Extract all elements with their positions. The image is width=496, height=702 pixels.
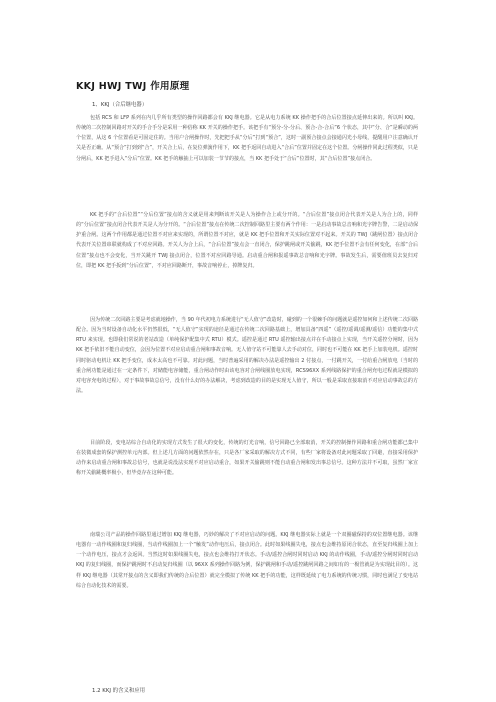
- paragraph-position-mismatch: KK 把手的“合后位置”“分后位置”接点的含义就是用来判断该开关是人为操作合上或分开的。“合后位置”接点闭合代表开关是人为合上的，同样的“分后位置”接点闭合代表开关是人为分开的。“合后位置”接点在传统二次控制回路里主要有两个作用：一是启动事故总音响和光字牌告警，二是启动保护重合闸。这两个作用都是通过位置不对应来实现的，所谓位置不对应，就是 KK 把手位置和开关实际位置对不起来。开关的 TWJ（跳闸位置）接点闭合代表开关位置串联就构成了不对应回路。开关人为合上后，“合后位置”接点会一直闭合，保护跳闸或开关偷跳，KK 把手位置不会有任何变化，在部“合后位置”接点也不会变化，当开关跳开 TWJ 接点闭合，位置不对应回路导通。启动重合闸和报遥事故总音响和光字牌。事故发生后，需要值班员去复归对位，即把 KK 把手扳到“分后位置”，不对应回路断开，事故音响停止，掉牌复归。: [76, 212, 418, 269]
- paragraph-kkj-summary: [76, 622, 418, 684]
- document-title: KKJ HWJ TWJ 作用原理: [76, 81, 190, 92]
- paragraph-current-stage: 目前阶段，变电站综合自动化的实现方式发生了很大的变化，传统的灯光音响，信号回路已全部取消，开关的控制操作回路和重合闸功能都已集中在装微成套的保护测控单元内部。但上述几方面的问题依然存在，只是各厂家采取的解决方式不同，有些厂家将设备对此问题采取了回避，直接采用保护动作来启动重合闸和事故总信号，也就是说没法实现不对应启动重合，如果开关偷跳则不能自动重合闸和发出事总信号。这种方法并不可取，虽然厂家宣称开关偷跳概率极小，但毕竟存在这种可能。: [76, 440, 418, 477]
- paragraph-nari-kkj-relay: 南瑞公司产品的操作回路里通过增加 KKJ 继电器，巧妙的解决了不对应启动的问题。KKJ 继电器实际上就是一个双圈磁保持的双位置继电器。该继电器有一动作线圈和复归线圈，当动作线圈加上一个“触发”动作电压后，接点闭合。此时如果线圈失电，接点也会维持原闭合状态，直至复归线圈上加上一个动作电压，接点才会返回。当然这时如果线圈失电，接点也会维持打开状态。手动/遥控合闸时同时启动 KKJ 的动作线圈，手动/遥控分闸时同时启动 KKJ 的复归线圈，而保护跳闸时不启动复归线圈（以 96XX 系列操作回路为例，保护跳闸和手动/遥控跳闸回路之间如有的一极管就是为实现此目的）。这样 KKJ 继电器（其常开接点的含义即我们传统的合后位置）就完全模拟了传统 KK 把手的功能，这样既延续了电力系统的传统习惯，同时也满足了变电站综合自动化技术的需要。: [76, 532, 418, 589]
- section-heading-kkj: 1、KKJ（合后继电器）: [92, 102, 148, 108]
- paragraph-kk-handle: 包括 RCS 和 LFP 系列在内几乎所有类型的操作回路都会有 KKJ 继电器。它是从电力系统 KK 操作把手的合后位置接点延伸出来的。所以叫 KKJ。传统的二次控制回路对开关的手合手分是采用一种俗称 KK 开关的操作把手。该把手有“预分-分-分后、预合-合-合后”6 个状态，其中“分、合”是瞬动的两个位置，从这 6 个位置看是可固定住的。当用户合闸操作时，先把把手从“分后”打到“预合”，这时一副预合接点会接通闪光小母线，提醒用户注意确认开关是否正确。从“预合”打到到“合”，开关合上后，在复位弹簧作用下，KK 把手返回自动进入“合后”位置并固定在这个位置。分闸操作同此过程类似，只是分闸后，KK 把手进入“分后”位置。KK 把手的触抽上可以加装一节节的接点，当 KK 把手处于“合后”位置时，其“合后位置”接点闭合。: [76, 115, 418, 162]
- section-heading-kkj-meaning: 1.2 KKJ 的含义和应用: [92, 688, 146, 694]
- paragraph-unattended-retrofit: 因为传统二次回路主要是考虑就地操作，当 90 年代初电力系统进行“无人值守”改造时，碰到的一个很棘手的问题就是遥控如何和上述传统二次回路配合。因为当时设备自动化水平仍然很低，“无人值守”实现的途径是通过在传统二次回路基础上，增加具备“四遥”（遥控/遥调/遥测/遥信）功能的集中式 RTU 来实现。也即我们常说的老站改造（单纯保护配集中式 RTU）模式。遥控是通过 RTU 遥控输出接点并在手动接点上实现，当开关遥控分闸时，因为 KK 把手依旧不能自动变位，会因为位置不对应启动重合闸和事故音响。无人值守站不可能靠人去手动对位，同时也不可能在 KK 把手上加装电机。遥控时同时驱动电机让 KK 把手变位，成本太高也不可靠。对此问题，当时普遍采用的解决办法是遥控输出 2 付接点，一付跳开关，一付给重合闸放电（当时的重合闸功能是通过在一定条件下，对储能电容储能，重合闸动作时由该电容对合闸线圈放电实现，RCS96XX 系列线路保护的重合闸充电过程就是模拟的对电容充电的过程），对于事故事故总信号，没有什么好的办法解决，考虑到改造的目的是实现无人值守，所以一般是采取直接取消不对应启动事故总的方法。: [76, 317, 418, 395]
